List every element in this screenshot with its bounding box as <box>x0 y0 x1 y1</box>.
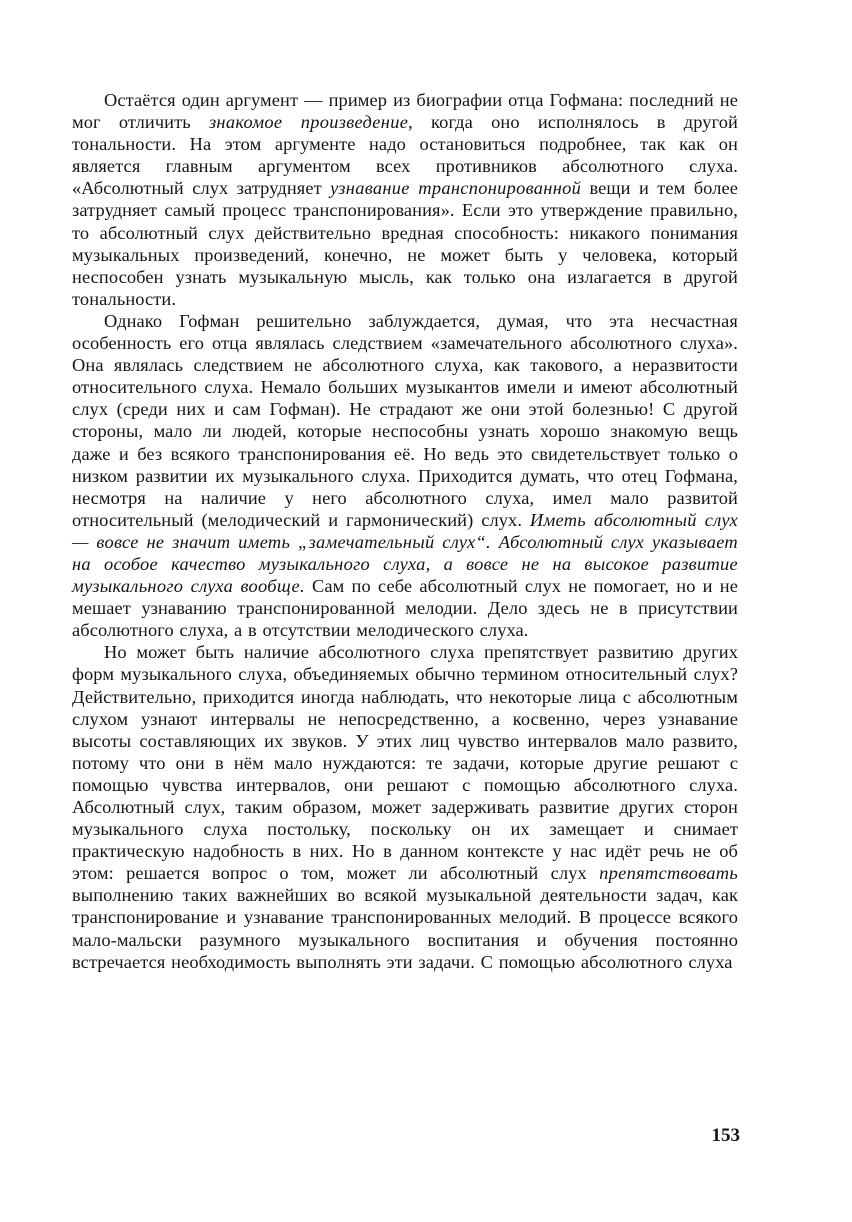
body-text <box>72 89 738 973</box>
paragraph-2-segment-3: Сам по себе абсолютный слух не помогает, но и не мешает узнаванию транспонированной мелодии. Дело здесь не в присутствии абсолютного слуха, а в отсутствии мелодического слуха. <box>72 576 738 641</box>
paragraph-2-segment-1: Однако Гофман решительно заблуждается, думая, что эта несчастная особенность его отца являлась следствием «замечательного абсолютного слуха». Она являлась следствием не абсолютного слуха, как такового, а неразвитости относительного слуха. Немало больших музыкантов имели и имеют абсолютный слух (среди них и сам Гофман). Не страдают же они этой болезнью! С другой стороны, мало ли людей, которые неспособны узнать хорошо знакомую вещь даже и без всякого транспонирования её. Но ведь это свидетельствует только о низком развитии их музыкального слуха. Приходится думать, что отец Гофмана, несмотря на наличие у него абсолютного слуха, имел мало развитой относительный (мелодический и гармонический) слух. <box>72 310 738 530</box>
paragraph-1-segment-4: узнавание транспонированной <box>330 178 582 199</box>
page-number: 153 <box>711 1125 740 1146</box>
paragraph-1-segment-2: знакомое произведение <box>208 112 409 133</box>
paragraph-1 <box>72 89 738 310</box>
paragraph-3 <box>72 641 738 972</box>
paragraph-3-segment-2: препятствовать <box>599 863 738 884</box>
paragraph-1-segment-3: , когда оно исполнялось в другой тональности. На этом аргументе надо остановиться подробнее, так как он является главным аргументом всех противников абсолютного слуха. «Абсолютный слух затрудняет <box>72 112 738 199</box>
paragraph-1-segment-1: Остаётся один аргумент — пример из биографии отца Гофмана: последний не мог отличить <box>72 90 738 133</box>
paragraph-3-segment-3: выполнению таких важнейших во всякой музыкальной деятельности задач, как транспонирование и узнавание транспонированных мелодий. В процессе всякого мало-мальски разумного музыкального воспитания и обучения постоянно встречается необходимость выполнять эти задачи. С помощью абсолютного слуха <box>72 885 738 972</box>
paragraph-3-segment-1: Но может быть наличие абсолютного слуха препятствует развитию других форм музыкального слуха, объединяемых обычно термином относительный слух? Действительно, приходится иногда наблюдать, что некоторые лица с абсолютным слухом узнают интервалы не непосредственно, а косвенно, через узнавание высоты составляющих их звуков. У этих лиц чувство интервалов мало развито, потому что они в нём мало нуждаются: те задачи, которые другие решают с помощью чувства интервалов, они решают с помощью абсолютного слуха. Абсолютный слух, таким образом, может задерживать развитие других сторон музыкального слуха постольку, поскольку он их замещает и снимает практическую надобность в них. Но в данном контексте у нас идёт речь не об этом: решается вопрос о том, может ли абсолютный слух <box>72 642 738 884</box>
paragraph-2-segment-2: Иметь абсолютный слух — вовсе не значит иметь „замечательный слух“. Абсолютный слух указывает на особое качество музыкального слуха, а вовсе не на высокое развитие музыкального слуха вообще. <box>72 509 738 597</box>
paragraph-2 <box>72 310 738 641</box>
paragraph-1-segment-5: вещи и тем более затрудняет самый процесс транспонирования». Если это утверждение правильно, то абсолютный слух действительно вредная способность: никакого понимания музыкальных произведений, конечно, не может быть у человека, который неспособен узнать музыкальную мысль, как только она излагается в другой тональности. <box>72 178 739 309</box>
